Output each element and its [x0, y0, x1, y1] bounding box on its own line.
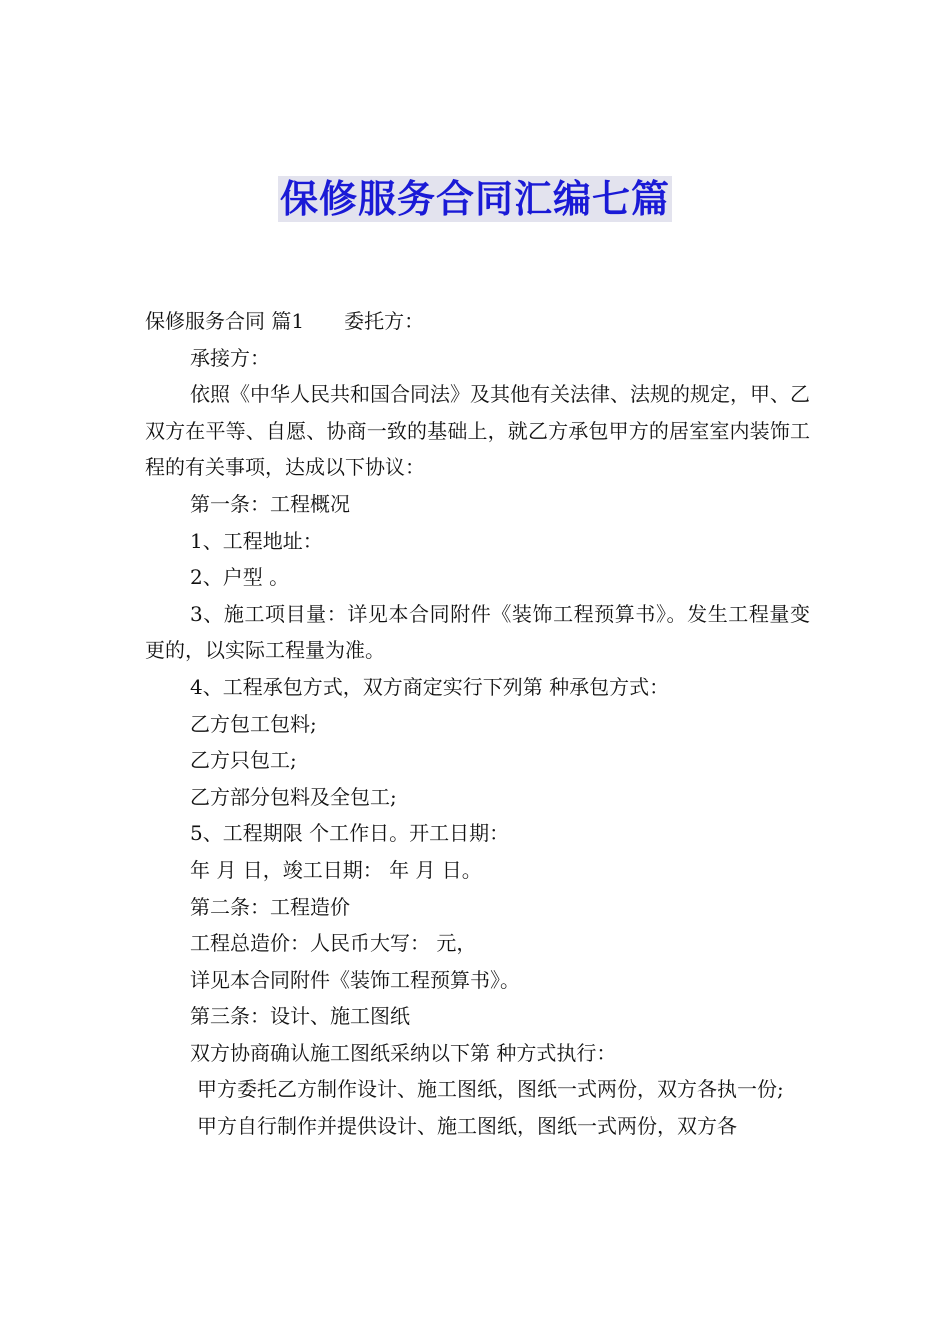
paragraph: 第二条：工程造价	[190, 894, 350, 919]
paragraph: 第一条：工程概况	[190, 491, 350, 516]
title-container	[0, 176, 950, 222]
paragraph: 乙方只包工;	[190, 748, 297, 773]
paragraph: 甲方委托乙方制作设计、施工图纸，图纸一式两份，双方各执一份;	[197, 1077, 784, 1102]
paragraph: 3、施工项目量：详见本合同附件《装饰工程预算书》。发生工程量变更的，以实际工程量为准。	[145, 601, 810, 663]
paragraph: 工程总造价：人民币大写： 元，	[190, 931, 477, 956]
paragraph: 1、工程地址：	[190, 528, 323, 553]
paragraph: 第三条：设计、施工图纸	[190, 1004, 410, 1029]
paragraph: 乙方包工包料;	[190, 711, 317, 736]
paragraph: 详见本合同附件《装饰工程预算书》。	[190, 967, 520, 992]
paragraph: 双方协商确认施工图纸采纳以下第 种方式执行：	[190, 1040, 617, 1065]
paragraph: 依照《中华人民共和国合同法》及其他有关法律、法规的规定，甲、乙双方在平等、自愿、协商一致的基础上，就乙方承包甲方的居室室内装饰工程的有关事项，达成以下协议：	[145, 382, 810, 480]
paragraph: 4、工程承包方式，双方商定实行下列第 种承包方式：	[190, 674, 670, 699]
paragraph: 年 月 日，竣工日期： 年 月 日。	[190, 857, 482, 882]
paragraph: 5、工程期限 个工作日。开工日期：	[190, 821, 510, 846]
paragraph: 乙方部分包料及全包工;	[190, 784, 397, 809]
paragraph: 承接方：	[190, 345, 270, 370]
paragraph: 2、户型 。	[190, 565, 290, 590]
paragraph-heading: 保修服务合同 篇1 委托方：	[145, 309, 425, 333]
paragraph: 甲方自行制作并提供设计、施工图纸，图纸一式两份，双方各	[197, 1114, 737, 1139]
document-body	[145, 303, 810, 1145]
document-title: 保修服务合同汇编七篇	[279, 177, 670, 221]
